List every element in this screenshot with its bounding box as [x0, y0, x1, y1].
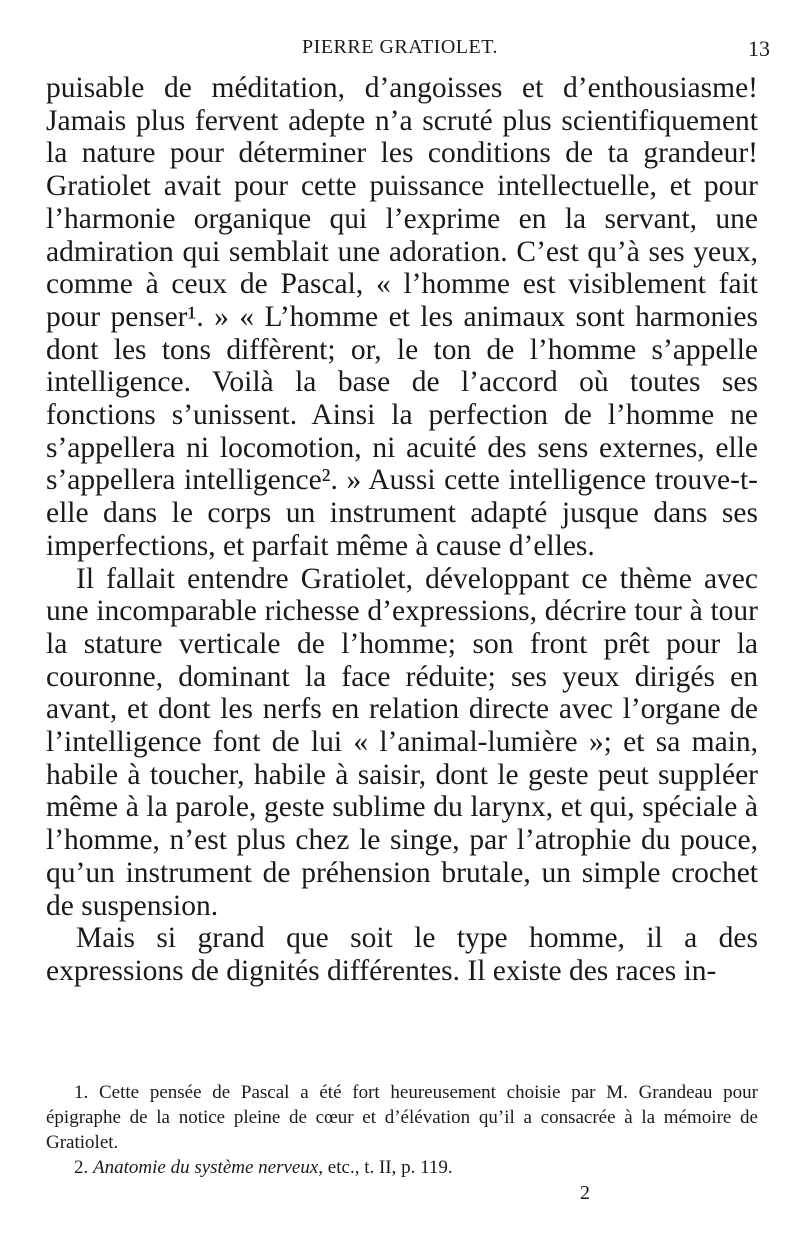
running-head [0, 30, 800, 64]
footnote-2-number: 2. [74, 1157, 89, 1178]
footnotes [46, 1080, 758, 1180]
paragraph-1: puisable de méditation, d’angoisses et d’enthousiasme! Jamais plus fervent adepte n’a scruté plus scientifiquement la nature pour déterminer les conditions de ta grandeur! Gratiolet avait pour cette puissance intellectuelle, et pour l’harmonie organique qui l’exprime en la servant, une admiration qui semblait une adoration. C’est qu’à ses yeux, comme à ceux de Pascal, « l’homme est visiblement fait pour penser¹. » « L’homme et les animaux sont harmonies dont les tons diffèrent; or, le ton de l’homme s’appelle intelligence. Voilà la base de l’accord où toutes ses fonctions s’unissent. Ainsi la perfection de l’homme ne s’appellera ni locomotion, ni acuité des sens externes, elle s’appellera intelligence². » Aussi cette intelligence trouve-t-elle dans le corps un instrument adapté jusque dans ses imperfections, et parfait même à cause d’elles. [46, 72, 758, 562]
running-title: PIERRE GRATIOLET. [302, 36, 498, 58]
signature-mark: 2 [580, 1182, 590, 1204]
footnote-2 [46, 1155, 758, 1180]
body-text [46, 72, 758, 988]
page-number: 13 [748, 36, 770, 61]
footnote-2-rest: etc., t. II, p. 119. [327, 1157, 453, 1178]
footnote-2-title: Anatomie du système nerveux, [93, 1157, 324, 1178]
footnote-1: 1. Cette pensée de Pascal a été fort heureusement choisie par M. Grandeau pour épigraphe de la notice pleine de cœur et d’élévation qu’il a consacrée à la mémoire de Gratiolet. [46, 1082, 758, 1153]
paragraph-2: Il fallait entendre Gratiolet, développant ce thème avec une incomparable richesse d’expressions, décrire tour à tour la stature verticale de l’homme; son front prêt pour la couronne, dominant la face réduite; ses yeux dirigés en avant, et dont les nerfs en relation directe avec l’organe de l’intelligence font de lui « l’animal-lumière »; et sa main, habile à toucher, habile à saisir, dont le geste peut suppléer même à la parole, geste sublime du larynx, et qui, spéciale à l’homme, n’est plus chez le singe, par l’atrophie du pouce, qu’un instrument de préhension brutale, un simple crochet de suspension. [46, 562, 758, 922]
paragraph-3: Mais si grand que soit le type homme, il a des expressions de dignités différentes. Il existe des races in- [46, 922, 758, 987]
